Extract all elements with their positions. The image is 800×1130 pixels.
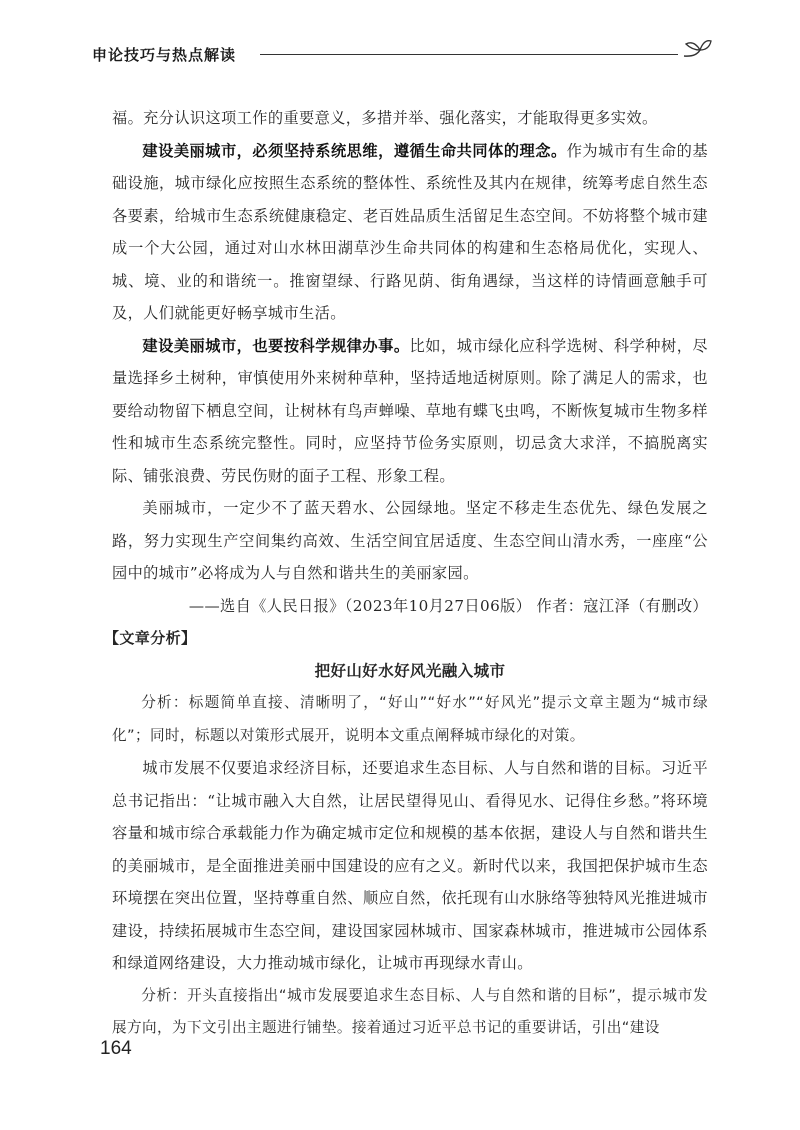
paragraph-systems-thinking	[112, 135, 708, 330]
paragraph-scientific-law	[112, 330, 708, 493]
analysis-paragraph: 分析：开头直接指出“城市发展要追求生态目标、人与自然和谐的目标”，提示城市发展方向，为下文引出主题进行铺垫。接着通过习近平总书记的重要讲话，引出“建设	[112, 986, 708, 1036]
leaf-sprout-icon	[682, 36, 712, 62]
header-rule	[260, 54, 678, 55]
source-citation: ——选自《人民日报》（2023年10月27日06版） 作者：寇江泽（有删改）	[188, 596, 708, 615]
main-text	[104, 102, 708, 1045]
article-title: 把好山好水好风光融入城市	[314, 661, 506, 680]
paragraph-lead: 建设美丽城市，必须坚持系统思维，遵循生命共同体的理念。	[142, 141, 567, 160]
paragraph-body: 比如，城市绿化应科学选树、科学种树，尽量选择乡土树种，审慎使用外来树种草种，坚持适地适树原则。除了满足人的需求，也要给动物留下栖息空间，让树林有鸟声蝉噪、草地有蝶飞虫鸣，不断恢复城市生物多样性和城市生态系统完整性。同时，应坚持节俭务实原则，切忌贪大求洋，不搞脱离实际、铺张浪费、劳民伤财的面子工程、形象工程。	[112, 336, 708, 485]
page-number: 164	[100, 1038, 132, 1059]
paragraph-urban-development: 城市发展不仅要追求经济目标，还要追求生态目标、人与自然和谐的目标。习近平总书记指出：“让城市融入大自然，让居民望得见山、看得见水、记得住乡愁。”将环境容量和城市综合承载能力作为确定城市定位和规模的基本依据，建设人与自然和谐共生的美丽城市，是全面推进美丽中国建设的应有之义。新时代以来，我国把保护城市生态环境摆在突出位置，坚持尊重自然、顺应自然，依托现有山水脉络等独特风光推进城市建设，持续拓展城市生态空间，建设国家园林城市、国家森林城市，推进城市公园体系和绿道网络建设，大力推动城市绿化，让城市再现绿水青山。	[112, 759, 708, 972]
paragraph-continued: 福。充分认识这项工作的重要意义，多措并举、强化落实，才能取得更多实效。	[112, 109, 658, 127]
running-header	[92, 34, 712, 68]
paragraph-body: 作为城市有生命的基础设施，城市绿化应按照生态系统的整体性、系统性及其内在规律，统筹考虑自然生态各要素，给城市生态系统健康稳定、老百姓品质生活留足生态空间。不妨将整个城市建成一个大公园，通过对山水林田湖草沙生命共同体的构建和生态格局优化，实现人、城、境、业的和谐统一。推窗望绿、行路见荫、街角遇绿，当这样的诗情画意触手可及，人们就能更好畅享城市生活。	[112, 141, 708, 322]
paragraph-lead: 建设美丽城市，也要按科学规律办事。	[142, 336, 410, 355]
paragraph-conclusion: 美丽城市，一定少不了蓝天碧水、公园绿地。坚定不移走生态优先、绿色发展之路，努力实现生产空间集约高效、生活空间宜居适度、生态空间山清水秀，一座座“公园中的城市”必将成为人与自然和谐共生的美丽家园。	[112, 499, 708, 582]
header-title: 申论技巧与热点解读	[92, 46, 237, 64]
analysis-paragraph: 分析：标题简单直接、清晰明了，“好山”“好水”“好风光”提示文章主题为“城市绿化”；同时，标题以对策形式展开，说明本文重点阐释城市绿化的对策。	[112, 694, 708, 744]
section-heading: 【文章分析】	[104, 629, 197, 647]
